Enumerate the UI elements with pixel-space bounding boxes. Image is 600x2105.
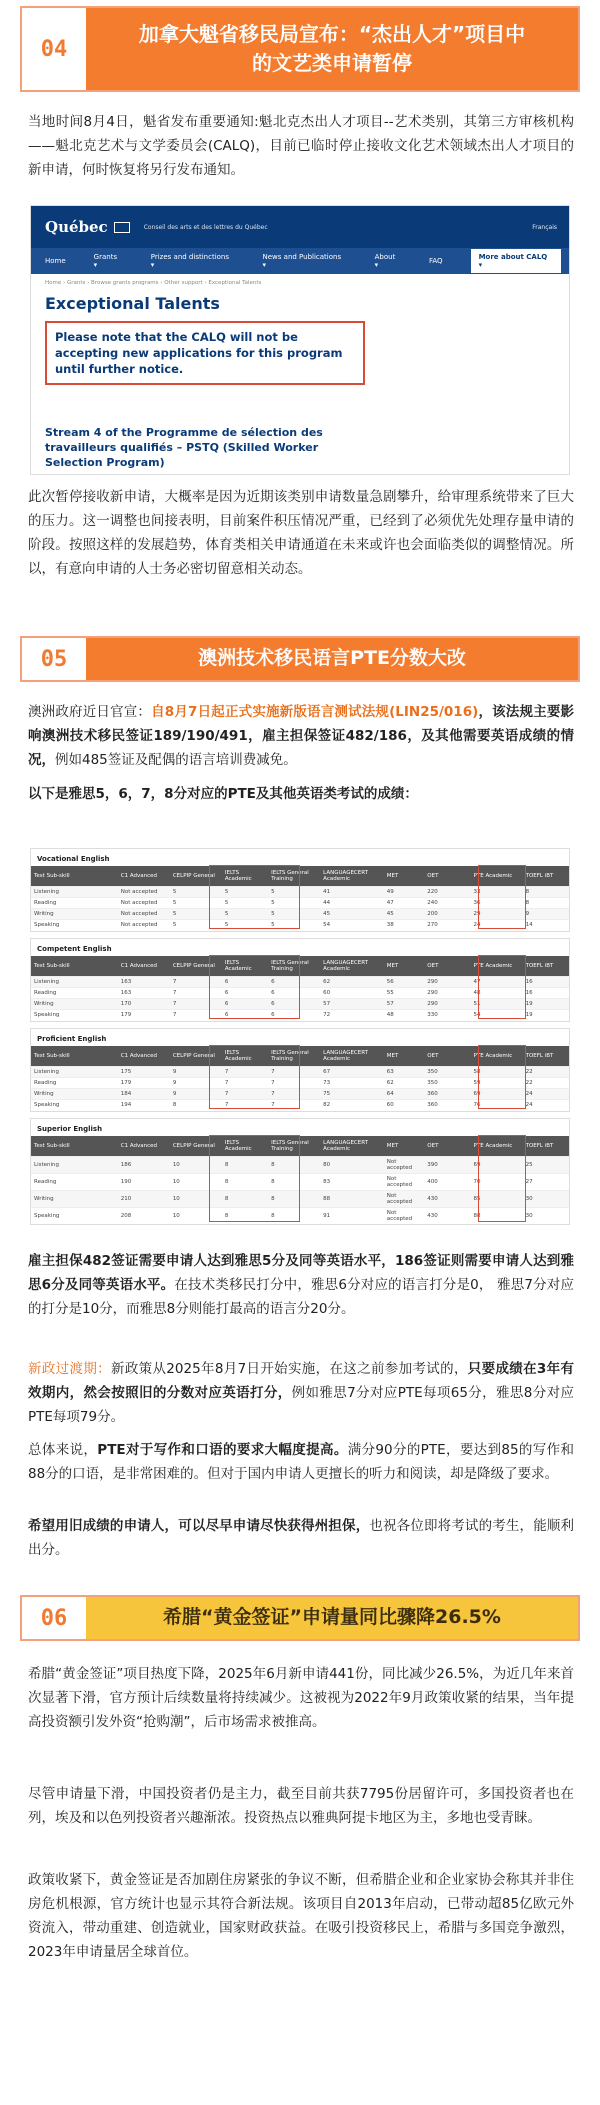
table-cell: 6 (268, 988, 320, 999)
table-cell: 6 (222, 999, 268, 1010)
table-cell: 9 (523, 909, 569, 920)
table-cell: 24 (523, 1100, 569, 1111)
table-header-cell: CELPIP General (170, 1136, 222, 1157)
table-cell: 5 (170, 887, 222, 898)
table-header-cell: MET (384, 956, 424, 977)
table-cell: 19 (523, 999, 569, 1010)
table-cell: 6 (222, 988, 268, 999)
page-title: Exceptional Talents (45, 294, 220, 313)
table-cell: 5 (170, 920, 222, 931)
table-cell: Not accepted (118, 887, 170, 898)
table-cell: 330 (424, 1010, 470, 1021)
table-cell: 88 (320, 1191, 384, 1208)
table-cell: 8 (170, 1100, 222, 1111)
paragraph: 此次暂停接收新申请，大概率是因为近期该类别申请数量急剧攀升，给审理系统带来了巨大的压力。这一调整也间接表明，目前案件积压情况严重，已经到了必须优先处理存量申请的阶段。按照这样的发展趋势，体育类相关申请通道在未来或许也会面临类似的调整情况。所以，有意向申请的人士务必密切留意相关动态。 (28, 489, 574, 577)
table-cell: 9 (170, 1078, 222, 1089)
table-cell: 54 (320, 920, 384, 931)
quebec-logo: Québec (45, 218, 108, 236)
table-cell: 6 (222, 977, 268, 988)
table-cell: 7 (170, 1010, 222, 1021)
table-cell: 38 (384, 920, 424, 931)
section-title: 希腊“黄金签证”申请量同比骤降26.5% (86, 1597, 578, 1639)
table-cell: 5 (170, 898, 222, 909)
table-cell: 60 (320, 988, 384, 999)
table-caption: Vocational English (37, 855, 110, 863)
table-cell: Speaking (31, 1100, 118, 1111)
table-cell: 6 (268, 977, 320, 988)
table-cell: 194 (118, 1100, 170, 1111)
table-cell: 200 (424, 909, 470, 920)
table-cell: 69 (471, 1157, 523, 1174)
table-cell: 7 (268, 1089, 320, 1100)
table-cell: 51 (471, 999, 523, 1010)
table-cell: 59 (471, 1078, 523, 1089)
stream-text: Stream 4 of the Programme de sélection des travailleurs qualifiés – PSTQ (Skilled Worker Selection Program) (45, 426, 323, 469)
table-cell: 29 (471, 909, 523, 920)
table-cell: 208 (118, 1208, 170, 1225)
table-cell: 57 (384, 999, 424, 1010)
table-cell: 350 (424, 1067, 470, 1078)
table-cell: Speaking (31, 1010, 118, 1021)
section-title: 加拿大魁省移民局宣布：“杰出人才”项目中 的文艺类申请暂停 (86, 8, 578, 90)
highlight-ielts (209, 955, 300, 1019)
table-cell: 8 (523, 887, 569, 898)
table-cell: 85 (471, 1191, 523, 1208)
pte-table (30, 1118, 570, 1225)
table-cell: 24 (523, 1089, 569, 1100)
table-cell: 290 (424, 977, 470, 988)
table-cell: 210 (118, 1191, 170, 1208)
table-cell: 163 (118, 988, 170, 999)
table-header-cell: IELTS General Training (268, 1136, 320, 1157)
table-cell: 5 (222, 898, 268, 909)
breadcrumb: Home › Grants › Browse grants programs › Other support › Exceptional Talents (45, 280, 262, 286)
table-cell: 6 (268, 999, 320, 1010)
table-cell: 400 (424, 1174, 470, 1191)
table-header-cell: TOEFL iBT (523, 956, 569, 977)
pte-table (30, 938, 570, 1022)
table-cell: 54 (471, 1010, 523, 1021)
table-cell: Not accepted (384, 1174, 424, 1191)
table-cell: 7 (170, 999, 222, 1010)
table-cell: 67 (320, 1067, 384, 1078)
table-header-cell: LANGUAGECERT Academic (320, 956, 384, 977)
table-cell: 186 (118, 1157, 170, 1174)
table-cell: 64 (384, 1089, 424, 1100)
table-cell: 290 (424, 999, 470, 1010)
table-header-cell: IELTS General Training (268, 1046, 320, 1067)
table-cell: Not accepted (118, 898, 170, 909)
table-header-cell: CELPIP General (170, 956, 222, 977)
table-cell: 5 (268, 909, 320, 920)
table-header-cell: MET (384, 866, 424, 887)
table-header-cell: Test Sub-skill (31, 866, 118, 887)
highlight-pte (478, 1135, 526, 1222)
table-header-cell: PTE Academic (471, 1136, 523, 1157)
table-cell: Writing (31, 1089, 118, 1100)
table-cell: Writing (31, 909, 118, 920)
table-cell: Speaking (31, 920, 118, 931)
table-cell: 14 (523, 920, 569, 931)
table-cell: 7 (222, 1067, 268, 1078)
section-number: 06 (40, 1605, 68, 1631)
section-04-header (20, 6, 580, 92)
table-cell: 24 (471, 920, 523, 931)
table-header-cell: IELTS Academic (222, 866, 268, 887)
table-cell: Speaking (31, 1208, 118, 1225)
table-cell: 73 (320, 1078, 384, 1089)
paragraph: 澳洲政府近日官宣：自8月7日起正式实施新版语言测试法规(LIN25/016)，该法规主要影响澳洲技术移民签证189/190/491，雇主担保签证482/186，及其他需要英语成绩的情况，例如485签证及配偶的语言培训费减免。 (28, 704, 575, 768)
table-header-cell: IELTS Academic (222, 956, 268, 977)
table-cell: 48 (471, 988, 523, 999)
table-cell: 8 (222, 1191, 268, 1208)
pte-table (30, 1028, 570, 1112)
table-header-cell: OET (424, 956, 470, 977)
table-header-cell: PTE Academic (471, 1046, 523, 1067)
table-cell: 190 (118, 1174, 170, 1191)
table-cell: 22 (523, 1078, 569, 1089)
table-cell: 49 (384, 887, 424, 898)
table-header-cell: C1 Advanced (118, 1136, 170, 1157)
table-header-cell: C1 Advanced (118, 1046, 170, 1067)
table-cell: 16 (523, 977, 569, 988)
table-cell: 22 (523, 1067, 569, 1078)
table-cell: 58 (471, 1067, 523, 1078)
table-cell: 220 (424, 887, 470, 898)
table-cell: Reading (31, 1174, 118, 1191)
highlight-pte (478, 1045, 526, 1109)
table-cell: 36 (471, 898, 523, 909)
nav-grants[interactable]: Grants ▾ (93, 253, 118, 269)
table-cell: 5 (268, 887, 320, 898)
table-header-cell: IELTS General Training (268, 956, 320, 977)
table-cell: 30 (523, 1208, 569, 1225)
table-caption: Superior English (37, 1125, 103, 1133)
nav-prizes[interactable]: Prizes and distinctions ▾ (150, 253, 229, 269)
table-cell: Reading (31, 898, 118, 909)
table-cell: 163 (118, 977, 170, 988)
table-cell: 430 (424, 1191, 470, 1208)
quebec-screenshot (30, 205, 570, 475)
table-header-cell: C1 Advanced (118, 956, 170, 977)
table-cell: 5 (222, 920, 268, 931)
table-cell: 170 (118, 999, 170, 1010)
table-cell: 70 (471, 1174, 523, 1191)
paragraph: 总体来说，PTE对于写作和口语的要求大幅度提高。满分90分的PTE，要达到85的写作和88分的口语，是非常困难的。但对于国内申请人更擅长的听力和阅读，却是降级了要求。 (28, 1442, 575, 1482)
table-cell: Listening (31, 1157, 118, 1174)
table-caption: Competent English (37, 945, 112, 953)
table-header-cell: LANGUAGECERT Academic (320, 866, 384, 887)
table-header-cell: PTE Academic (471, 866, 523, 887)
table-cell: 10 (170, 1157, 222, 1174)
table-cell: Not accepted (118, 920, 170, 931)
table-cell: 91 (320, 1208, 384, 1225)
section-number: 05 (40, 646, 68, 672)
table-cell: Not accepted (384, 1208, 424, 1225)
table-cell: Not accepted (118, 909, 170, 920)
paragraph: 尽管申请量下滑，中国投资者仍是主力，截至目前共获7795份居留许可，多国投资者也在列，埃及和以色列投资者兴趣渐浓。投资热点以雅典阿提卡地区为主，多地也受青睐。 (28, 1786, 574, 1826)
table-cell: 8 (222, 1157, 268, 1174)
table-cell: 8 (268, 1191, 320, 1208)
language-link[interactable]: Français (532, 223, 557, 231)
quebec-nav (31, 248, 569, 274)
table-cell: 7 (268, 1078, 320, 1089)
table-cell: 10 (170, 1174, 222, 1191)
table-header-cell: Test Sub-skill (31, 1046, 118, 1067)
table-header-cell: IELTS Academic (222, 1136, 268, 1157)
table-cell: 25 (523, 1157, 569, 1174)
table-cell: 179 (118, 1078, 170, 1089)
table-cell: Listening (31, 1067, 118, 1078)
nav-news[interactable]: News and Publications ▾ (262, 253, 342, 269)
table-header-cell: C1 Advanced (118, 866, 170, 887)
table-cell: 6 (268, 1010, 320, 1021)
table-cell: Reading (31, 988, 118, 999)
highlight-ielts (209, 1045, 300, 1109)
table-cell: 56 (384, 977, 424, 988)
table-cell: 7 (268, 1067, 320, 1078)
pte-table (30, 848, 570, 932)
paragraph: 希腊“黄金签证”项目热度下降，2025年6月新申请441份，同比减少26.5%，为近几年来首次显著下滑，官方预计后续数量将持续减少。这被视为2022年9月政策收紧的结果，当年提高投资额引发外资“抢购潮”，后市场需求被推高。 (28, 1666, 574, 1730)
table-cell: Writing (31, 1191, 118, 1208)
table-cell: 7 (170, 988, 222, 999)
table-cell: 62 (320, 977, 384, 988)
table-cell: Listening (31, 887, 118, 898)
table-cell: 9 (170, 1089, 222, 1100)
table-header-cell: PTE Academic (471, 956, 523, 977)
table-cell: Writing (31, 999, 118, 1010)
table-cell: 7 (222, 1089, 268, 1100)
table-cell: 8 (222, 1208, 268, 1225)
table-cell: Not accepted (384, 1191, 424, 1208)
table-cell: 47 (471, 977, 523, 988)
notice-box: Please note that the CALQ will not be accepting new applications for this program until further notice. (45, 321, 365, 385)
table-header-cell: TOEFL iBT (523, 1046, 569, 1067)
table-cell: 76 (471, 1100, 523, 1111)
table-cell: Not accepted (384, 1157, 424, 1174)
table-cell: 7 (222, 1100, 268, 1111)
table-header-cell: OET (424, 1136, 470, 1157)
table-header-cell: MET (384, 1046, 424, 1067)
table-cell: 430 (424, 1208, 470, 1225)
table-header-cell: CELPIP General (170, 866, 222, 887)
table-cell: 179 (118, 1010, 170, 1021)
table-cell: 390 (424, 1157, 470, 1174)
table-cell: 30 (523, 1191, 569, 1208)
table-header-cell: CELPIP General (170, 1046, 222, 1067)
table-cell: 45 (384, 909, 424, 920)
table-header-cell: LANGUAGECERT Academic (320, 1136, 384, 1157)
table-header-cell: Test Sub-skill (31, 956, 118, 977)
table-cell: 6 (222, 1010, 268, 1021)
table-cell: 5 (222, 887, 268, 898)
paragraph: 当地时间8月4日，魁省发布重要通知:魁北克杰出人才项目--艺术类别，其第三方审核机构——魁北克艺术与文学委员会(CALQ)，目前已临时停止接收文化艺术领域杰出人才项目的新申请，何时恢复将另行发布通知。 (28, 114, 574, 178)
table-cell: 33 (471, 887, 523, 898)
section-06-header (20, 1595, 580, 1641)
table-cell: 7 (170, 977, 222, 988)
table-cell: 5 (268, 920, 320, 931)
highlight-pte (478, 955, 526, 1019)
paragraph: 以下是雅思5，6，7，8分对应的PTE及其他英语类考试的成绩： (28, 786, 418, 802)
table-cell: 75 (320, 1089, 384, 1100)
table-cell: 10 (170, 1191, 222, 1208)
table-cell: 270 (424, 920, 470, 931)
table-header-cell: TOEFL iBT (523, 866, 569, 887)
table-cell: 60 (384, 1100, 424, 1111)
table-cell: 350 (424, 1078, 470, 1089)
table-cell: 9 (170, 1067, 222, 1078)
table-cell: 5 (268, 898, 320, 909)
table-cell: 5 (222, 909, 268, 920)
highlight-ielts (209, 865, 300, 929)
table-header-cell: MET (384, 1136, 424, 1157)
highlight-pte (478, 865, 526, 929)
table-cell: Reading (31, 1078, 118, 1089)
table-cell: 184 (118, 1089, 170, 1100)
table-header-cell: TOEFL iBT (523, 1136, 569, 1157)
paragraph: 新政过渡期：新政策从2025年8月7日开始实施，在这之前参加考试的，只要成绩在3年有效期内，然会按照旧的分数对应英语打分，例如雅思7分对应PTE每项65分，雅思8分对应PTE每项79分。 (28, 1361, 574, 1425)
table-cell: 80 (320, 1157, 384, 1174)
table-cell: 69 (471, 1089, 523, 1100)
table-cell: 47 (384, 898, 424, 909)
table-cell: 360 (424, 1100, 470, 1111)
paragraph: 雇主担保482签证需要申请人达到雅思5分及同等英语水平，186签证则需要申请人达到雅思6分及同等英语水平。在技术类移民打分中，雅思6分对应的语言打分是0， 雅思7分对应的打分是10分，而雅思8分则能打最高的语言分20分。 (28, 1253, 574, 1317)
table-cell: 19 (523, 1010, 569, 1021)
table-cell: 8 (268, 1208, 320, 1225)
table-header-cell: OET (424, 866, 470, 887)
table-cell: 57 (320, 999, 384, 1010)
section-title: 澳洲技术移民语言PTE分数大改 (86, 638, 578, 680)
nav-about[interactable]: About ▾ (374, 253, 396, 269)
nav-home[interactable]: Home (45, 257, 66, 265)
table-cell: 5 (170, 909, 222, 920)
fleur-de-lis-icon (114, 222, 130, 233)
section-05-header (20, 636, 580, 682)
quebec-topbar (31, 206, 569, 248)
table-cell: 240 (424, 898, 470, 909)
table-cell: Listening (31, 977, 118, 988)
table-cell: 16 (523, 988, 569, 999)
section-number: 04 (40, 36, 68, 62)
table-cell: 27 (523, 1174, 569, 1191)
table-header-cell: Test Sub-skill (31, 1136, 118, 1157)
table-cell: 175 (118, 1067, 170, 1078)
table-header-cell: LANGUAGECERT Academic (320, 1046, 384, 1067)
table-cell: 82 (320, 1100, 384, 1111)
highlight-ielts (209, 1135, 300, 1222)
table-cell: 44 (320, 898, 384, 909)
table-cell: 55 (384, 988, 424, 999)
nav-faq[interactable]: FAQ (428, 257, 443, 265)
table-cell: 8 (523, 898, 569, 909)
table-cell: 63 (384, 1067, 424, 1078)
quebec-subtitle: Conseil des arts et des lettres du Québec (143, 223, 268, 231)
table-caption: Proficient English (37, 1035, 107, 1043)
table-cell: 8 (268, 1174, 320, 1191)
table-cell: 290 (424, 988, 470, 999)
table-cell: 7 (222, 1078, 268, 1089)
table-cell: 8 (222, 1174, 268, 1191)
paragraph: 希望用旧成绩的申请人，可以尽早申请尽快获得州担保，也祝各位即将考试的考生，能顺利出分。 (28, 1518, 575, 1558)
more-about-button[interactable]: More about CALQ ▾ (471, 249, 561, 273)
table-cell: 62 (384, 1078, 424, 1089)
table-cell: 72 (320, 1010, 384, 1021)
table-cell: 7 (268, 1100, 320, 1111)
table-cell: 360 (424, 1089, 470, 1100)
table-cell: 10 (170, 1208, 222, 1225)
table-header-cell: IELTS General Training (268, 866, 320, 887)
table-cell: 41 (320, 887, 384, 898)
table-header-cell: IELTS Academic (222, 1046, 268, 1067)
paragraph: 政策收紧下，黄金签证是否加剧住房紧张的争议不断，但希腊企业和企业家协会称其并非住房危机根源，官方统计也显示其符合新法规。该项目自2013年启动，已带动超85亿欧元外资流入，带动重建、创造就业，国家财政获益。在吸引投资移民上，希腊与多国竞争激烈，2023年申请量居全球首位。 (28, 1872, 574, 1960)
table-cell: 83 (320, 1174, 384, 1191)
table-cell: 45 (320, 909, 384, 920)
table-cell: 88 (471, 1208, 523, 1225)
table-header-cell: OET (424, 1046, 470, 1067)
table-cell: 48 (384, 1010, 424, 1021)
table-cell: 8 (268, 1157, 320, 1174)
